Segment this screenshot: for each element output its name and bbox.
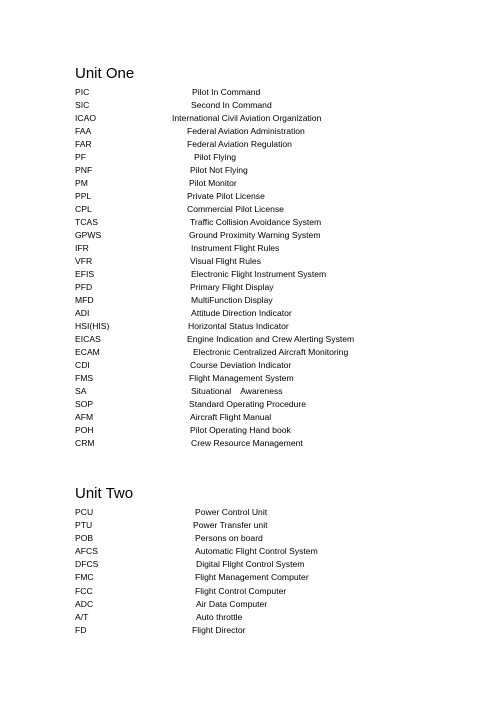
abbreviation-meaning: Persons on board xyxy=(195,533,263,544)
list-item xyxy=(75,216,322,229)
abbreviation: HSI(HIS) xyxy=(75,321,110,331)
abbreviation: A/T xyxy=(75,611,89,622)
abbreviation-meaning: Auto throttle xyxy=(196,611,243,622)
abbreviation-meaning: Pilot Monitor xyxy=(189,178,237,188)
abbreviation: GPWS xyxy=(75,230,102,240)
abbreviation-meaning: Pilot Operating Hand book xyxy=(190,425,291,435)
unit-title: Unit One xyxy=(75,65,135,82)
abbreviation: FAR xyxy=(75,139,92,149)
unit-two-section xyxy=(75,485,318,637)
list-item xyxy=(75,229,321,242)
abbreviation: POB xyxy=(75,533,94,544)
abbreviation: VFR xyxy=(75,256,93,266)
list-item xyxy=(75,138,292,151)
abbreviation-meaning: Horizontal Status Indicator xyxy=(188,321,289,331)
abbreviation: PM xyxy=(75,178,88,188)
list-item xyxy=(75,242,280,255)
abbreviation-meaning: Power Control Unit xyxy=(195,507,268,517)
abbreviation-meaning: Automatic Flight Control System xyxy=(195,546,318,557)
abbreviation: ECAM xyxy=(75,347,100,357)
list-item xyxy=(75,203,284,216)
list-item xyxy=(75,177,237,190)
abbreviation: FMS xyxy=(75,373,94,383)
abbreviation-meaning: Ground Proximity Warning System xyxy=(189,230,321,240)
list-item xyxy=(75,346,349,359)
abbreviation-meaning: MultiFunction Display xyxy=(191,295,273,305)
unit-title: Unit Two xyxy=(75,485,134,502)
list-item xyxy=(75,125,305,138)
list-item xyxy=(75,411,272,424)
abbreviation: IFR xyxy=(75,243,89,253)
list-item xyxy=(75,99,272,112)
abbreviation: PTU xyxy=(75,520,93,531)
abbreviation: CRM xyxy=(75,438,95,448)
list-item xyxy=(75,333,355,346)
abbreviation: TCAS xyxy=(75,217,98,227)
list-item xyxy=(75,151,237,164)
abbreviation-meaning: Flight Director xyxy=(192,624,246,635)
abbreviation-meaning: Flight Control Computer xyxy=(195,585,287,596)
abbreviation-meaning: Attitude Direction Indicator xyxy=(191,308,292,318)
list-item xyxy=(75,437,303,450)
list-item xyxy=(75,164,248,177)
list-item xyxy=(75,255,262,268)
abbreviation: ADC xyxy=(75,598,94,609)
list-item xyxy=(75,86,261,99)
list-item xyxy=(75,112,322,125)
list-item xyxy=(75,190,265,203)
abbreviation-meaning: Aircraft Flight Manual xyxy=(190,412,272,422)
abbreviation: ICAO xyxy=(75,113,97,123)
abbreviation-meaning: Digital Flight Control System xyxy=(196,559,305,570)
abbreviation-meaning: Standard Operating Procedure xyxy=(189,399,307,409)
abbreviation-meaning: Traffic Collision Avoidance System xyxy=(190,217,322,227)
abbreviation: DFCS xyxy=(75,559,99,570)
list-item xyxy=(75,294,273,307)
list-item xyxy=(75,320,289,333)
list-item xyxy=(75,424,291,437)
abbreviation-list xyxy=(75,86,355,450)
abbreviation-meaning: Commercial Pilot License xyxy=(187,204,284,214)
list-item xyxy=(75,372,294,385)
list-item xyxy=(75,611,243,624)
abbreviation: CDI xyxy=(75,360,90,370)
list-item xyxy=(75,519,268,532)
abbreviation-meaning: Course Deviation Indicator xyxy=(190,360,292,370)
abbreviation-meaning: Flight Management System xyxy=(189,373,294,383)
unit-one-section xyxy=(75,65,355,450)
list-item xyxy=(75,506,268,519)
list-item xyxy=(75,532,263,545)
abbreviation: FAA xyxy=(75,126,92,136)
list-item xyxy=(75,624,246,637)
abbreviation-meaning: Second In Command xyxy=(191,100,272,110)
abbreviation-meaning: Situational Awareness xyxy=(191,386,283,396)
list-item xyxy=(75,385,283,398)
abbreviation: EFIS xyxy=(75,269,95,279)
abbreviation-meaning: Instrument Flight Rules xyxy=(191,243,280,253)
abbreviation: PNF xyxy=(75,165,93,175)
abbreviation-meaning: Pilot Not Flying xyxy=(190,165,248,175)
abbreviation: FMC xyxy=(75,572,94,583)
abbreviation: AFCS xyxy=(75,546,98,557)
abbreviation-meaning: International Civil Aviation Organization xyxy=(172,113,322,123)
abbreviation: FD xyxy=(75,624,87,635)
abbreviation-meaning: Primary Flight Display xyxy=(190,282,274,292)
abbreviation-list xyxy=(75,506,318,637)
abbreviation-meaning: Pilot In Command xyxy=(192,87,261,97)
abbreviation-meaning: Power Transfer unit xyxy=(193,520,268,531)
abbreviation: PIC xyxy=(75,87,90,97)
abbreviation-meaning: Crew Resource Management xyxy=(191,438,303,448)
abbreviation: ADI xyxy=(75,308,90,318)
list-item xyxy=(75,307,292,320)
abbreviation-meaning: Electronic Centralized Aircraft Monitoring xyxy=(193,347,349,357)
list-item xyxy=(75,359,292,372)
abbreviation: AFM xyxy=(75,412,94,422)
abbreviation-meaning: Pilot Flying xyxy=(194,152,237,162)
abbreviation: CPL xyxy=(75,204,92,214)
abbreviation-meaning: Federal Aviation Administration xyxy=(187,126,305,136)
abbreviation: MFD xyxy=(75,295,94,305)
abbreviation-meaning: Electronic Flight Instrument System xyxy=(191,269,327,279)
abbreviation: PFD xyxy=(75,282,93,292)
list-item xyxy=(75,598,268,611)
list-item xyxy=(75,558,305,571)
abbreviation-meaning: Air Data Computer xyxy=(196,598,268,609)
abbreviation: SOP xyxy=(75,399,94,409)
list-item xyxy=(75,281,274,294)
abbreviation: PPL xyxy=(75,191,92,201)
list-item xyxy=(75,268,327,281)
abbreviation-meaning: Visual Flight Rules xyxy=(190,256,262,266)
abbreviation: SA xyxy=(75,386,87,396)
abbreviation: PF xyxy=(75,152,86,162)
list-item xyxy=(75,585,287,598)
abbreviation-meaning: Federal Aviation Regulation xyxy=(187,139,292,149)
abbreviation: PCU xyxy=(75,507,94,517)
list-item xyxy=(75,545,318,558)
abbreviation: POH xyxy=(75,425,94,435)
abbreviation: EICAS xyxy=(75,334,101,344)
abbreviation-meaning: Private Pilot License xyxy=(187,191,265,201)
list-item xyxy=(75,571,309,584)
list-item xyxy=(75,398,307,411)
abbreviation-meaning: Flight Management Computer xyxy=(195,572,309,583)
abbreviation: SIC xyxy=(75,100,90,110)
abbreviation-meaning: Engine Indication and Crew Alerting System xyxy=(187,334,355,344)
abbreviation: FCC xyxy=(75,585,93,596)
